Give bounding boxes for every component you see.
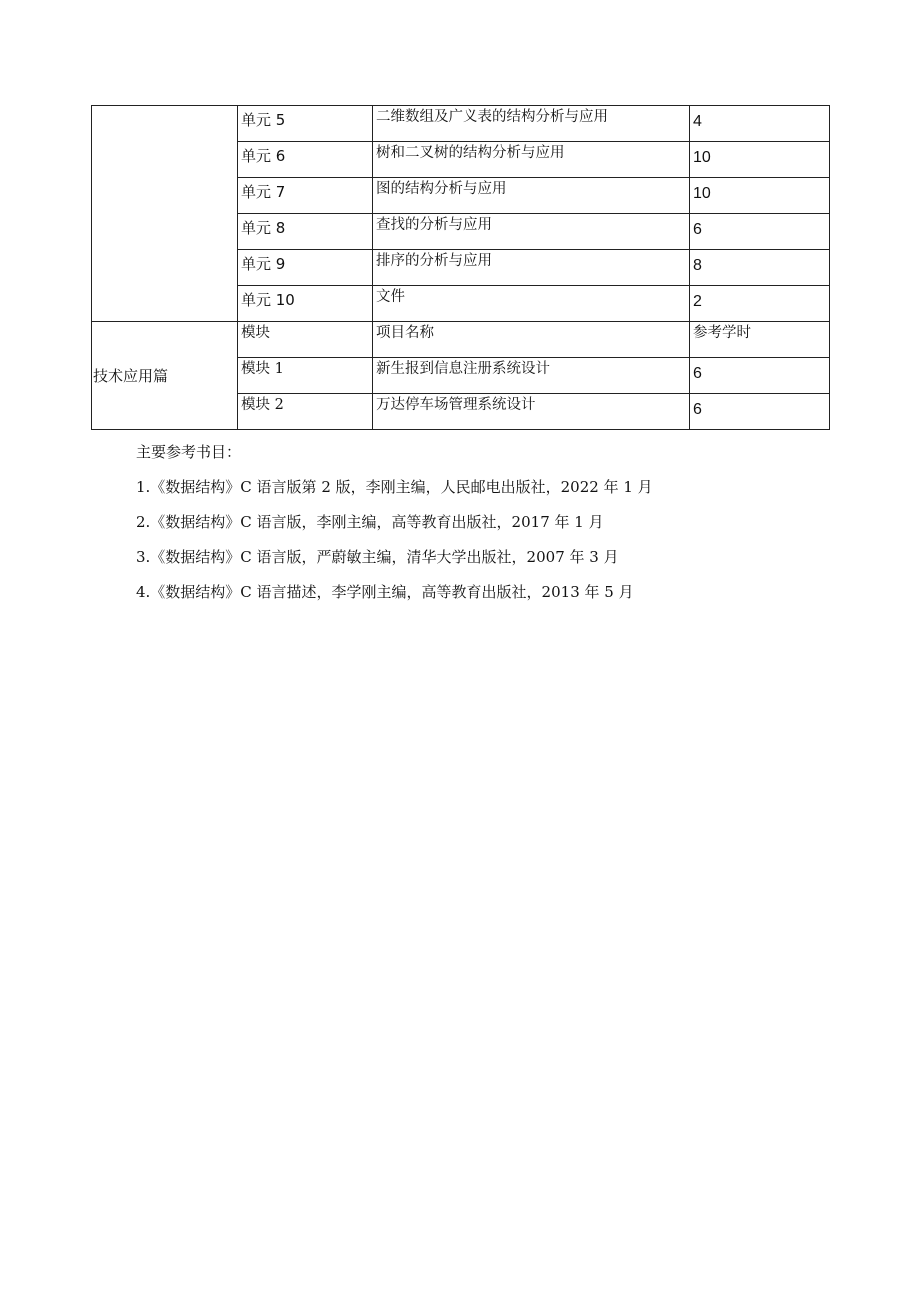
section-label: 技术应用篇: [92, 322, 238, 430]
topic-cell: 排序的分析与应用: [373, 250, 690, 286]
hours-cell: 6: [690, 358, 830, 394]
topic-cell: 二维数组及广义表的结构分析与应用: [373, 106, 690, 142]
reference-item: 3.《数据结构》C 语言版，严蔚敏主编，清华大学出版社，2007 年 3 月: [136, 548, 619, 566]
unit-cell: 单元 7: [238, 178, 373, 214]
hours-cell: 6: [690, 214, 830, 250]
hours-cell: 8: [690, 250, 830, 286]
table-row: [92, 106, 830, 142]
unit-cell: 单元 10: [238, 286, 373, 322]
topic-cell: 树和二叉树的结构分析与应用: [373, 142, 690, 178]
unit-cell: 单元 9: [238, 250, 373, 286]
hours-cell: 10: [690, 142, 830, 178]
table-header-row: [92, 322, 830, 358]
reference-item: 2.《数据结构》C 语言版，李刚主编，高等教育出版社，2017 年 1 月: [136, 513, 604, 531]
topic-cell: 文件: [373, 286, 690, 322]
hours-cell: 6: [690, 394, 830, 430]
reference-item: 4.《数据结构》C 语言描述，李学刚主编，高等教育出版社，2013 年 5 月: [136, 583, 634, 601]
hours-cell: 10: [690, 178, 830, 214]
hours-cell: 4: [690, 106, 830, 142]
hours-header: 参考学时: [690, 322, 830, 358]
references-title: 主要参考书目：: [136, 443, 242, 461]
course-schedule-table: [91, 105, 830, 430]
unit-cell: 单元 6: [238, 142, 373, 178]
references-section: [136, 440, 653, 615]
module-cell: 模块 2: [238, 394, 373, 430]
project-cell: 万达停车场管理系统设计: [373, 394, 690, 430]
module-header: 模块: [238, 322, 373, 358]
module-cell: 模块 1: [238, 358, 373, 394]
reference-item: 1.《数据结构》C 语言版第 2 版，李刚主编，人民邮电出版社，2022 年 1 月: [136, 478, 653, 496]
unit-cell: 单元 5: [238, 106, 373, 142]
section-cell-empty: [92, 106, 238, 322]
unit-cell: 单元 8: [238, 214, 373, 250]
hours-cell: 2: [690, 286, 830, 322]
project-header: 项目名称: [373, 322, 690, 358]
topic-cell: 图的结构分析与应用: [373, 178, 690, 214]
topic-cell: 查找的分析与应用: [373, 214, 690, 250]
project-cell: 新生报到信息注册系统设计: [373, 358, 690, 394]
